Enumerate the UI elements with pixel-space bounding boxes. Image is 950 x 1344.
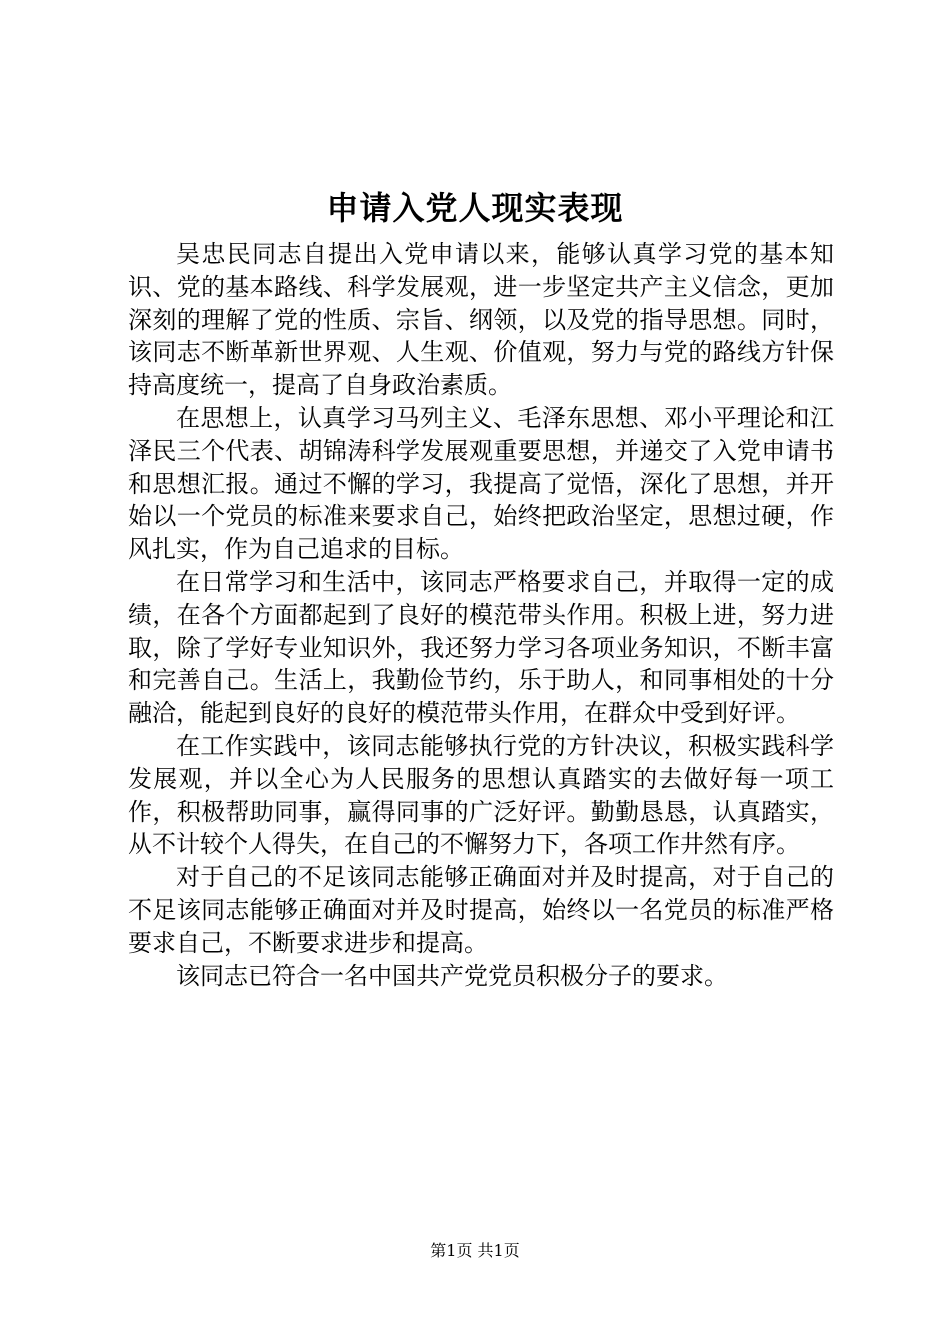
paragraph-5: 对于自己的不足该同志能够正确面对并及时提高，对于自己的不足该同志能够正确面对并及时提高，始终以一名党员的标准严格要求自己，不断要求进步和提高。 — [128, 863, 834, 957]
paragraph-3: 在日常学习和生活中，该同志严格要求自己，并取得一定的成绩，在各个方面都起到了良好的模范带头作用。积极上进，努力进取，除了学好专业知识外，我还努力学习各项业务知识，不断丰富和完善自己。生活上，我勤俭节约，乐于助人，和同事相处的十分融洽，能起到良好的良好的模范带头作用，在群众中受到好评。 — [128, 567, 834, 728]
document-body — [128, 238, 834, 992]
paragraph-6: 该同志已符合一名中国共产党党员积极分子的要求。 — [176, 961, 728, 990]
paragraph-2: 在思想上，认真学习马列主义、毛泽东思想、邓小平理论和江泽民三个代表、胡锦涛科学发展观重要思想，并递交了入党申请书和思想汇报。通过不懈的学习，我提高了觉悟，深化了思想，并开始以一个党员的标准来要求自己，始终把政治坚定，思想过硬，作风扎实，作为自己追求的目标。 — [128, 403, 834, 564]
page-number-footer: 第1页 共1页 — [430, 1241, 520, 1260]
document-title: 申请入党人现实表现 — [326, 189, 624, 227]
paragraph-4: 在工作实践中，该同志能够执行党的方针决议，积极实践科学发展观，并以全心为人民服务的思想认真踏实的去做好每一项工作，积极帮助同事，赢得同事的广泛好评。勤勤恳恳，认真踏实，从不计较个人得失，在自己的不懈努力下，各项工作井然有序。 — [128, 731, 834, 859]
paragraph-1: 吴忠民同志自提出入党申请以来，能够认真学习党的基本知识、党的基本路线、科学发展观，进一步坚定共产主义信念，更加深刻的理解了党的性质、宗旨、纲领，以及党的指导思想。同时，该同志不断革新世界观、人生观、价值观，努力与党的路线方针保持高度统一，提高了自身政治素质。 — [128, 240, 834, 400]
